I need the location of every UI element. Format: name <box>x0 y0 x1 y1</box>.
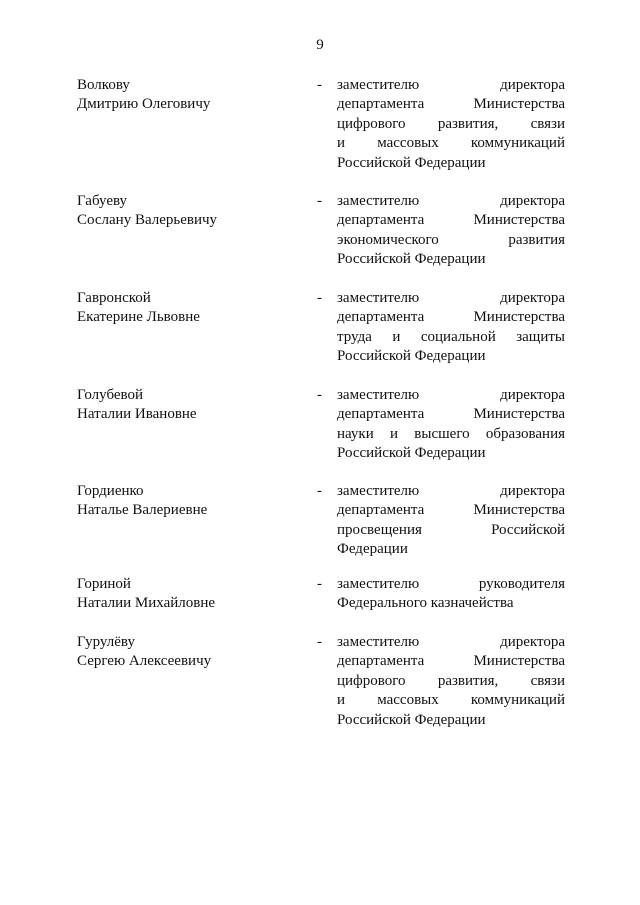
person-surname: Гавронской <box>77 290 151 306</box>
position-line: заместителю руководителя <box>337 576 565 592</box>
person-position <box>337 289 565 367</box>
person-surname: Гордиенко <box>77 483 144 499</box>
position-line: цифрового развития, связи <box>337 672 565 689</box>
entry-dash: - <box>317 576 322 592</box>
entry-dash: - <box>317 634 322 650</box>
position-line: науки и высшего образования <box>337 425 565 442</box>
position-line: заместителю директора <box>337 387 565 403</box>
entry-dash: - <box>317 387 322 403</box>
person-given-name: Наталии Ивановне <box>77 406 197 423</box>
person-given-name: Наталье Валериевне <box>77 502 208 519</box>
person-position <box>337 575 565 614</box>
person-given-name: Дмитрию Олеговичу <box>77 96 211 113</box>
person-position <box>337 633 565 730</box>
position-line: заместителю директора <box>337 290 565 306</box>
person-name <box>77 482 292 521</box>
position-line: департамента Министерства <box>337 502 565 519</box>
entry-dash: - <box>317 483 322 499</box>
position-line: департамента Министерства <box>337 309 565 326</box>
person-given-name: Екатерине Львовне <box>77 309 200 326</box>
person-position <box>337 482 565 560</box>
position-line: департамента Министерства <box>337 212 565 229</box>
position-line: департамента Министерства <box>337 406 565 423</box>
person-name <box>77 192 292 231</box>
entry-dash: - <box>317 77 322 93</box>
person-given-name: Сергею Алексеевичу <box>77 653 212 670</box>
person-name <box>77 76 292 115</box>
position-line: цифрового развития, связи <box>337 115 565 132</box>
person-name <box>77 386 292 425</box>
position-line: Федерации <box>337 541 408 558</box>
entry-dash: - <box>317 290 322 306</box>
person-given-name: Наталии Михайловне <box>77 595 216 612</box>
person-position <box>337 386 565 464</box>
position-line: заместителю директора <box>337 483 565 499</box>
position-line: и массовых коммуникаций <box>337 135 565 152</box>
page-number: 9 <box>316 37 324 53</box>
person-surname: Голубевой <box>77 387 144 403</box>
position-line: экономического развития <box>337 231 565 248</box>
position-line: департамента Министерства <box>337 96 565 113</box>
position-line: Российской Федерации <box>337 445 486 462</box>
position-line: и массовых коммуникаций <box>337 692 565 709</box>
person-position <box>337 192 565 270</box>
person-surname: Гурулёву <box>77 634 135 650</box>
position-line: заместителю директора <box>337 634 565 650</box>
person-surname: Гориной <box>77 576 131 592</box>
person-given-name: Сослану Валерьевичу <box>77 212 218 229</box>
position-line: Российской Федерации <box>337 251 486 268</box>
position-line: заместителю директора <box>337 77 565 93</box>
position-line: Российской Федерации <box>337 711 486 728</box>
position-line: труда и социальной защиты <box>337 328 565 345</box>
person-position <box>337 76 565 173</box>
position-line: Российской Федерации <box>337 348 486 365</box>
person-surname: Волкову <box>77 77 130 93</box>
person-name <box>77 633 292 672</box>
position-line: Российской Федерации <box>337 154 486 171</box>
person-surname: Габуеву <box>77 193 128 209</box>
position-line: заместителю директора <box>337 193 565 209</box>
position-line: просвещения Российской <box>337 521 565 538</box>
entry-dash: - <box>317 193 322 209</box>
person-name <box>77 575 292 614</box>
position-line: департамента Министерства <box>337 653 565 670</box>
person-name <box>77 289 292 328</box>
position-line: Федерального казначейства <box>337 595 514 612</box>
